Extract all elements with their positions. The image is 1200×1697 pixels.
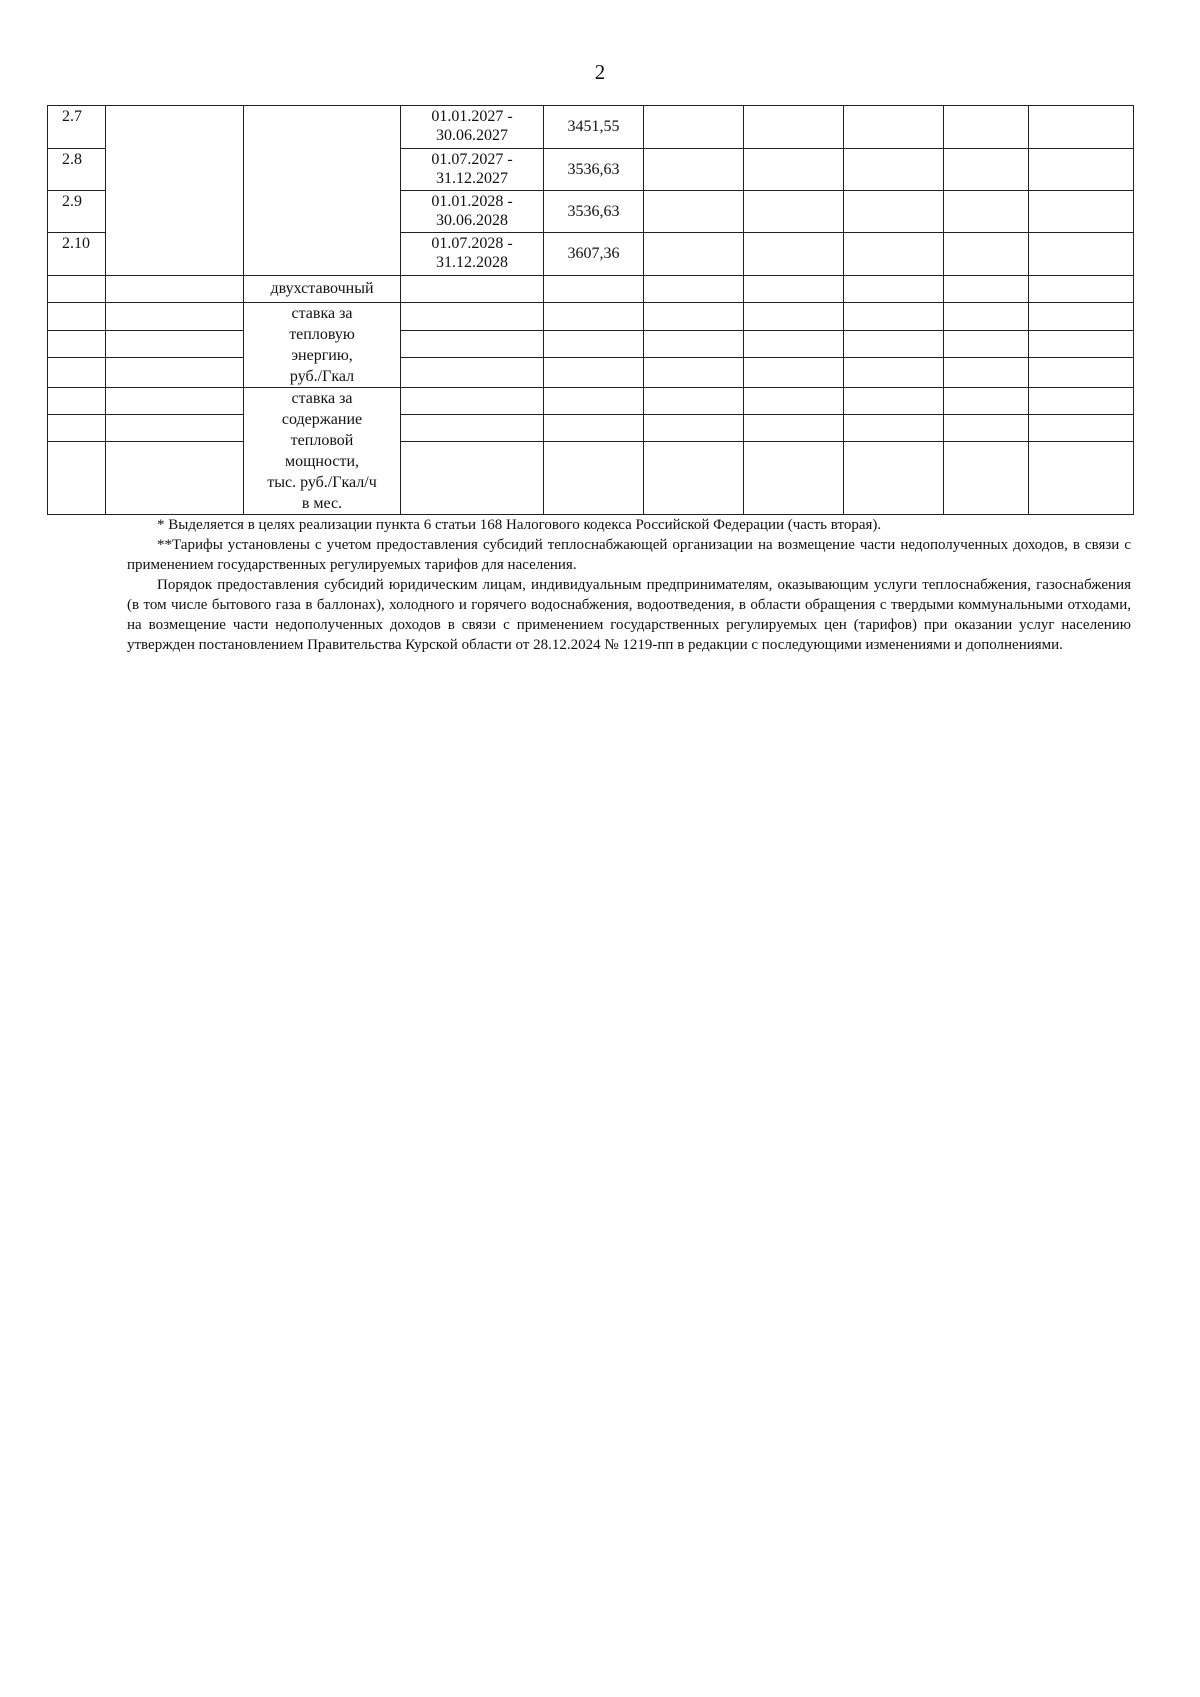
table-cell xyxy=(744,233,844,276)
table-cell xyxy=(844,149,944,191)
table-cell xyxy=(744,442,844,515)
table-cell xyxy=(944,303,1029,331)
table-cell xyxy=(944,233,1029,276)
table-cell xyxy=(1029,233,1134,276)
table-cell xyxy=(744,191,844,233)
table-cell xyxy=(48,415,106,442)
table-cell xyxy=(401,358,544,388)
table-cell xyxy=(1029,330,1134,358)
table-cell xyxy=(106,358,244,388)
table-cell xyxy=(644,442,744,515)
table-cell xyxy=(106,415,244,442)
label-line: тепловой xyxy=(290,432,354,449)
table-cell xyxy=(744,106,844,149)
table-cell xyxy=(401,303,544,331)
table-cell xyxy=(106,276,244,303)
tariff-value: 3607,36 xyxy=(544,233,644,276)
table-cell xyxy=(644,233,744,276)
table-cell xyxy=(401,442,544,515)
table-cell xyxy=(844,191,944,233)
table-cell xyxy=(844,388,944,415)
table-cell xyxy=(1029,442,1134,515)
table-cell xyxy=(644,330,744,358)
table-cell xyxy=(844,330,944,358)
table-cell xyxy=(544,388,644,415)
table-cell xyxy=(944,415,1029,442)
footnote-subsidy: **Тарифы установлены с учетом предоставления субсидий теплоснабжающей организации на возмещение части недополученных доходов, в связи с применением государственных регулируемых тарифов для населения. xyxy=(127,537,1131,573)
table-cell xyxy=(744,415,844,442)
table-cell xyxy=(644,276,744,303)
table-cell xyxy=(106,442,244,515)
two-rate-label: двухставочный xyxy=(244,276,401,303)
table-row xyxy=(48,358,1134,388)
table-cell xyxy=(401,276,544,303)
table-cell xyxy=(644,191,744,233)
label-line: ставка за xyxy=(291,390,353,407)
table-row xyxy=(48,388,1134,415)
table-cell xyxy=(644,149,744,191)
table-cell xyxy=(401,330,544,358)
footnotes xyxy=(127,515,1131,655)
tariff-value: 3536,63 xyxy=(544,149,644,191)
table-row xyxy=(48,303,1134,331)
page-number: 2 xyxy=(594,60,606,84)
table-cell xyxy=(644,388,744,415)
table-cell xyxy=(944,191,1029,233)
table-cell xyxy=(844,233,944,276)
table-cell xyxy=(544,358,644,388)
tariff-value: 3451,55 xyxy=(544,106,644,149)
table-cell xyxy=(1029,303,1134,331)
table-cell xyxy=(48,388,106,415)
table-cell xyxy=(844,303,944,331)
table-cell xyxy=(544,442,644,515)
table-cell xyxy=(744,276,844,303)
label-line: содержание xyxy=(281,411,363,428)
label-line: тепловую xyxy=(289,326,355,343)
table-cell xyxy=(48,303,106,331)
label-line: тыс. руб./Гкал/ч xyxy=(267,474,377,491)
table-cell xyxy=(48,442,106,515)
period-cell xyxy=(401,149,544,191)
subsidy-procedure-paragraph: Порядок предоставления субсидий юридическим лицам, индивидуальным предпринимателям, оказывающим услуги теплоснабжения, газоснабжения (в том числе бытового газа в баллонах), холодного и горячего водоснабжения, водоотведения, в области обращения с твердыми коммунальными отходами, на возмещение части недополученных доходов в связи с применением государственных регулируемых цен (тарифов) при оказании услуг населению утвержден постановлением Правительства Курской области от 28.12.2024 № 1219-пп в редакции с последующими изменениями и дополнениями. xyxy=(127,577,1131,653)
label-line: руб./Гкал xyxy=(289,368,355,385)
footnote-vat: * Выделяется в целях реализации пункта 6 статьи 168 Налогового кодекса Российской Федерации (часть вторая). xyxy=(157,517,882,533)
table-cell xyxy=(844,276,944,303)
table-cell xyxy=(1029,415,1134,442)
table-cell xyxy=(48,276,106,303)
table-cell xyxy=(844,442,944,515)
table-cell xyxy=(644,358,744,388)
table-cell xyxy=(544,303,644,331)
table-row xyxy=(48,276,1134,303)
table-cell xyxy=(401,388,544,415)
tariff-table xyxy=(47,105,1134,515)
tariff-value: 3536,63 xyxy=(544,191,644,233)
period-start: 01.01.2028 - xyxy=(431,193,513,210)
table-cell xyxy=(544,276,644,303)
table-cell xyxy=(1029,276,1134,303)
table-cell xyxy=(48,330,106,358)
table-cell xyxy=(1029,149,1134,191)
table-cell xyxy=(744,149,844,191)
table-cell xyxy=(744,358,844,388)
energy-rate-label xyxy=(244,303,401,388)
table-row xyxy=(48,415,1134,442)
table-cell xyxy=(644,303,744,331)
period-start: 01.01.2027 - xyxy=(431,108,513,125)
period-end: 30.06.2028 xyxy=(436,212,508,229)
period-end: 31.12.2027 xyxy=(436,170,508,187)
period-start: 01.07.2028 - xyxy=(431,235,513,252)
period-cell xyxy=(401,106,544,149)
table-cell xyxy=(106,303,244,331)
period-start: 01.07.2027 - xyxy=(431,151,513,168)
table-cell xyxy=(844,106,944,149)
label-line: в мес. xyxy=(301,495,343,512)
table-cell xyxy=(944,388,1029,415)
table-cell xyxy=(944,276,1029,303)
period-cell xyxy=(401,191,544,233)
row-number: 2.7 xyxy=(48,106,106,149)
table-cell xyxy=(106,106,244,276)
table-cell xyxy=(401,415,544,442)
table-cell xyxy=(1029,191,1134,233)
label-line: мощности, xyxy=(284,453,360,470)
period-cell xyxy=(401,233,544,276)
table-row xyxy=(48,330,1134,358)
table-cell xyxy=(1029,388,1134,415)
label-line: ставка за xyxy=(291,305,353,322)
table-cell xyxy=(644,415,744,442)
table-cell xyxy=(544,415,644,442)
table-cell xyxy=(944,358,1029,388)
table-cell xyxy=(844,415,944,442)
table-cell xyxy=(844,358,944,388)
table-row xyxy=(48,106,1134,149)
table-cell xyxy=(1029,358,1134,388)
table-row xyxy=(48,442,1134,515)
row-number: 2.8 xyxy=(48,149,106,191)
row-number: 2.10 xyxy=(48,233,106,276)
label-line: энергию, xyxy=(291,347,353,364)
table-cell xyxy=(1029,106,1134,149)
capacity-rate-label xyxy=(244,388,401,515)
table-cell xyxy=(944,106,1029,149)
table-cell xyxy=(48,358,106,388)
table-cell xyxy=(944,442,1029,515)
table-cell xyxy=(644,106,744,149)
period-end: 31.12.2028 xyxy=(436,254,508,271)
table-cell xyxy=(106,388,244,415)
row-number: 2.9 xyxy=(48,191,106,233)
period-end: 30.06.2027 xyxy=(436,127,508,144)
table-cell xyxy=(944,149,1029,191)
table-cell xyxy=(744,388,844,415)
table-cell xyxy=(944,330,1029,358)
table-cell xyxy=(744,330,844,358)
table-cell xyxy=(544,330,644,358)
table-cell xyxy=(744,303,844,331)
table-cell xyxy=(244,106,401,276)
table-cell xyxy=(106,330,244,358)
